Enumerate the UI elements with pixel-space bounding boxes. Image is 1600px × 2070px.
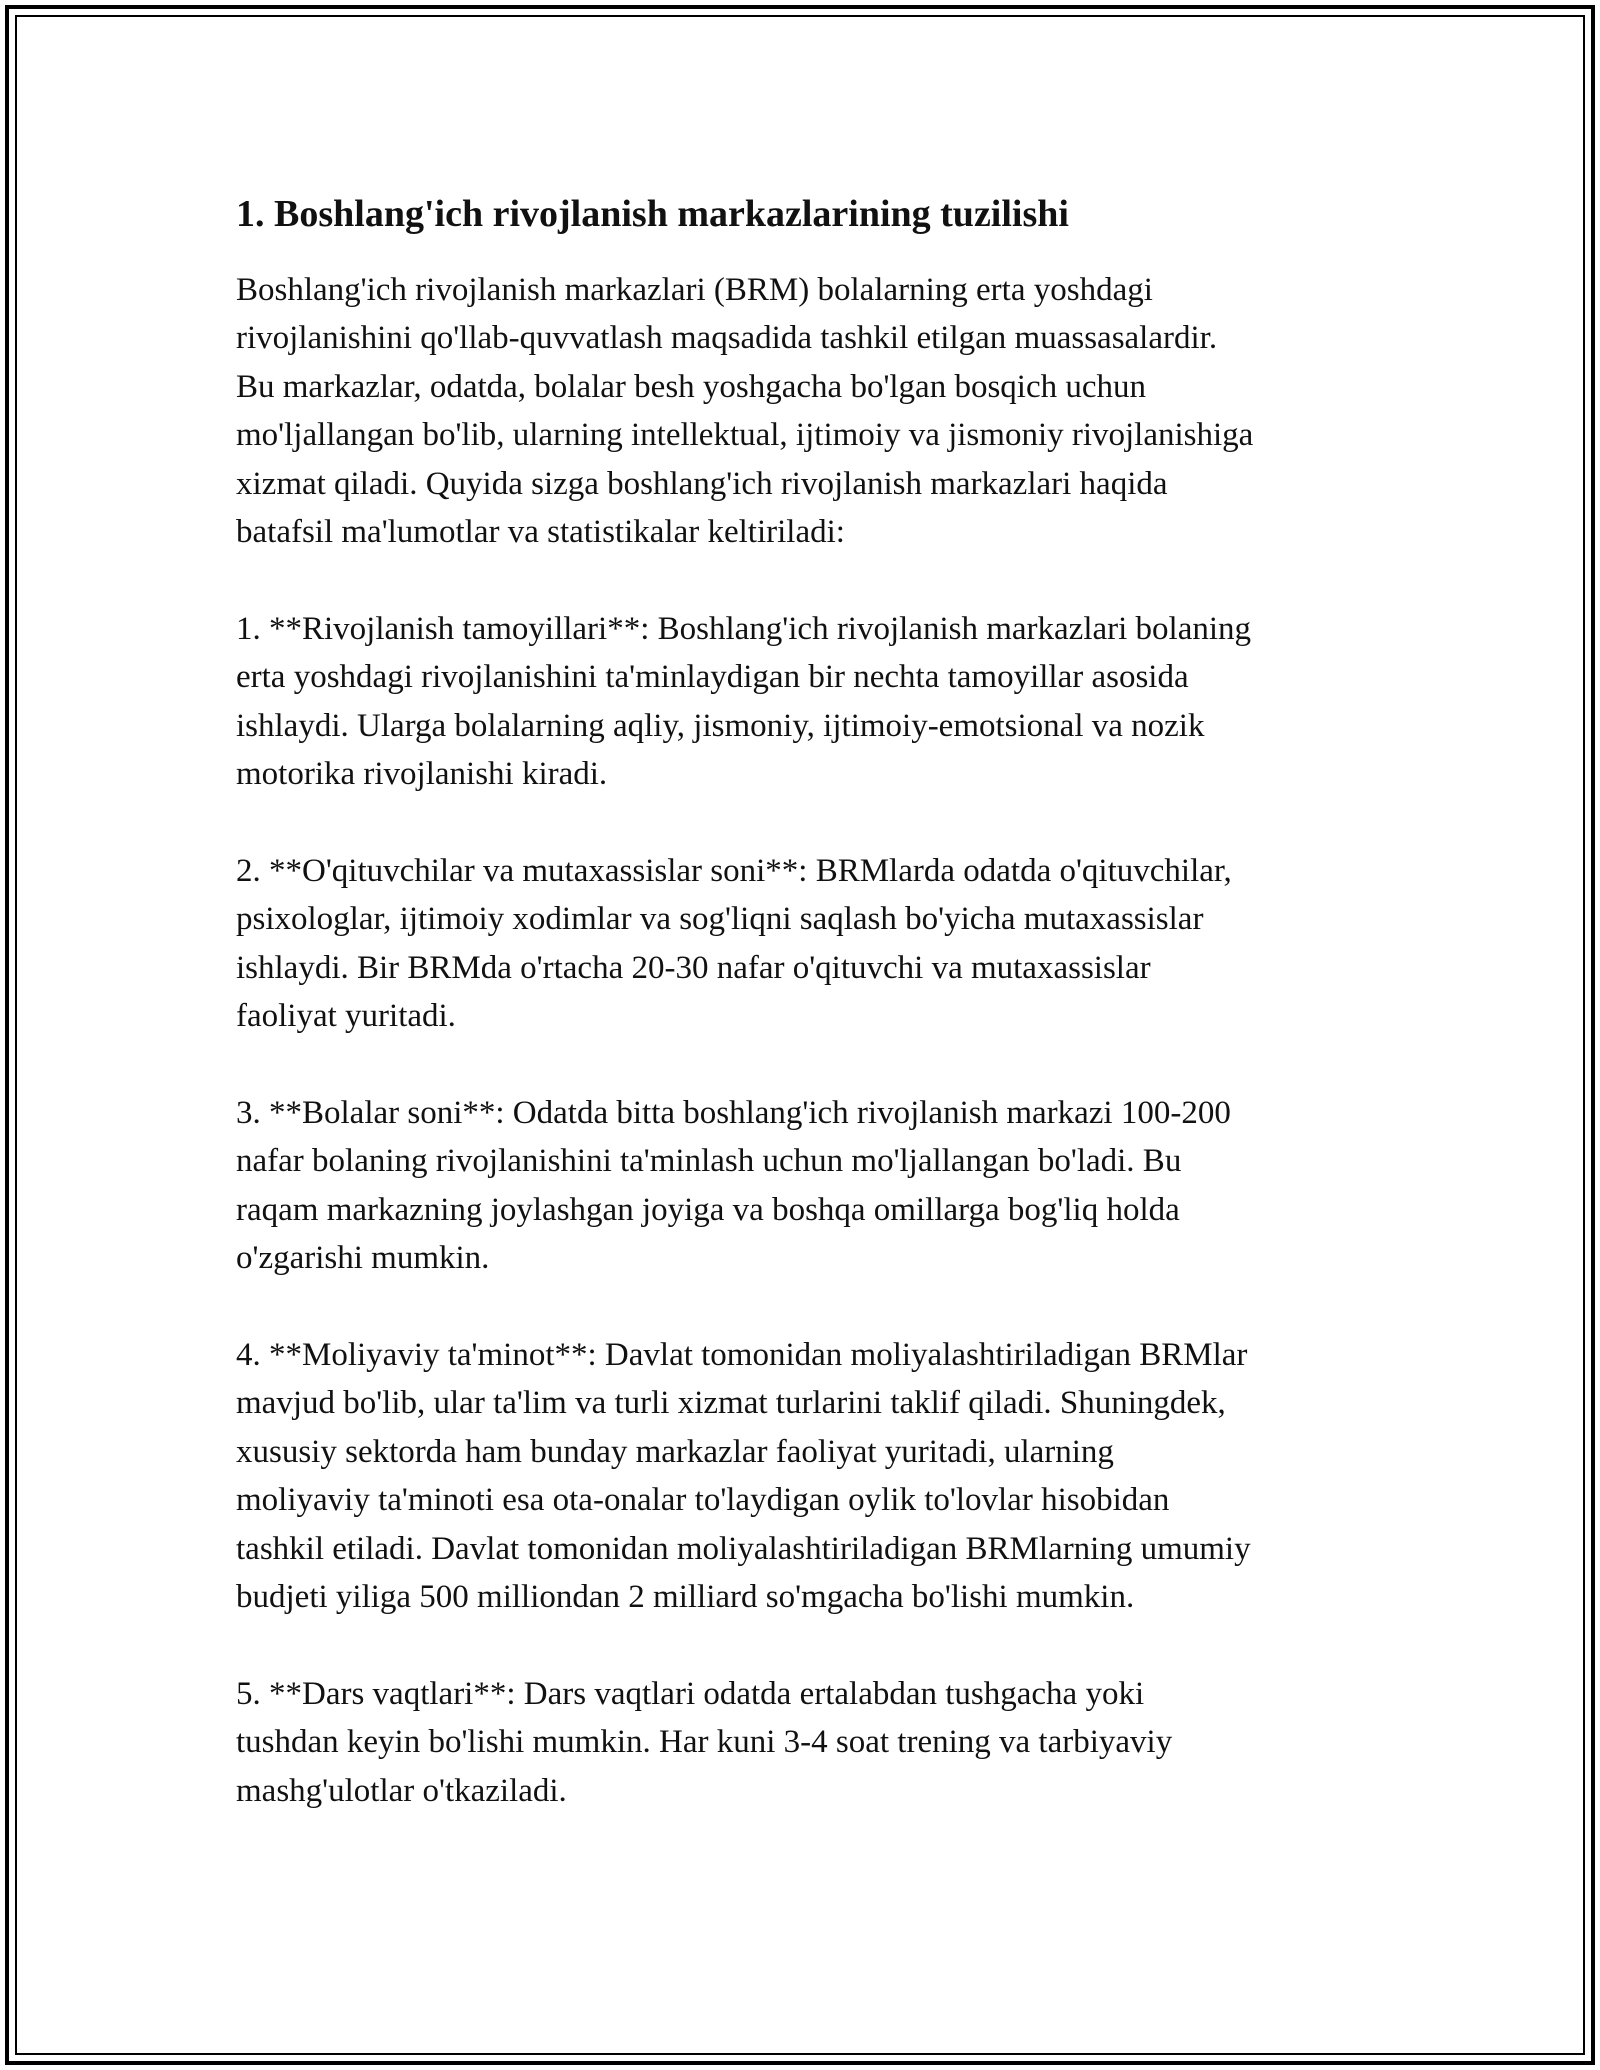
text-line: 2. **O'qituvchilar va mutaxassislar soni**: BRMlarda odatda o'qituvchilar, bbox=[236, 852, 1232, 889]
list-item-financing bbox=[236, 1331, 1376, 1621]
text-line: faoliyat yuritadi. bbox=[236, 998, 456, 1035]
text-line: ishlaydi. Bir BRMda o'rtacha 20-30 nafar o'qituvchi va mutaxassislar bbox=[236, 949, 1151, 986]
text-line: 4. **Moliyaviy ta'minot**: Davlat tomonidan moliyalashtiriladigan BRMlar bbox=[236, 1336, 1248, 1373]
list-item-staff-count bbox=[236, 847, 1376, 1041]
text-line: nafar bolaning rivojlanishini ta'minlash uchun mo'ljallangan bo'ladi. Bu bbox=[236, 1143, 1182, 1180]
text-line: tashkil etiladi. Davlat tomonidan moliyalashtiriladigan BRMlarning umumiy bbox=[236, 1530, 1251, 1567]
text-line: erta yoshdagi rivojlanishini ta'minlaydigan bir nechta tamoyillar asosida bbox=[236, 659, 1189, 696]
text-line: 3. **Bolalar soni**: Odatda bitta boshlang'ich rivojlanish markazi 100-200 bbox=[236, 1094, 1231, 1131]
text-line: o'zgarishi mumkin. bbox=[236, 1240, 490, 1277]
text-line: Bu markazlar, odatda, bolalar besh yoshgacha bo'lgan bosqich uchun bbox=[236, 368, 1147, 405]
section-title: 1. Boshlang'ich rivojlanish markazlarining tuzilishi bbox=[236, 193, 1069, 235]
text-line: 5. **Dars vaqtlari**: Dars vaqtlari odatda ertalabdan tushgacha yoki bbox=[236, 1675, 1145, 1712]
text-line: xususiy sektorda ham bunday markazlar faoliyat yuritadi, ularning bbox=[236, 1433, 1114, 1470]
text-line: budjeti yiliga 500 milliondan 2 milliard so'mgacha bo'lishi mumkin. bbox=[236, 1578, 1135, 1615]
text-line: xizmat qiladi. Quyida sizga boshlang'ich rivojlanish markazlari haqida bbox=[236, 465, 1168, 502]
document-body bbox=[236, 186, 1376, 1815]
list-item-class-hours bbox=[236, 1670, 1376, 1815]
text-line: psixologlar, ijtimoiy xodimlar va sog'liqni saqlash bo'yicha mutaxassislar bbox=[236, 901, 1204, 938]
intro-paragraph bbox=[236, 266, 1376, 556]
text-line: rivojlanishini qo'llab-quvvatlash maqsadida tashkil etilgan muassasalardir. bbox=[236, 320, 1218, 357]
text-line: mo'ljallangan bo'lib, ularning intellektual, ijtimoiy va jismoniy rivojlanishiga bbox=[236, 417, 1254, 454]
list-item-children-count bbox=[236, 1089, 1376, 1283]
text-line: Boshlang'ich rivojlanish markazlari (BRM) bolalarning erta yoshdagi bbox=[236, 272, 1153, 308]
text-line: tushdan keyin bo'lishi mumkin. Har kuni 3-4 soat trening va tarbiyaviy bbox=[236, 1724, 1173, 1761]
text-line: 1. **Rivojlanish tamoyillari**: Boshlang'ich rivojlanish markazlari bolaning bbox=[236, 610, 1252, 647]
list-item-development-principles bbox=[236, 605, 1376, 799]
text-line: mavjud bo'lib, ular ta'lim va turli xizmat turlarini taklif qiladi. Shuningdek, bbox=[236, 1385, 1226, 1422]
text-line: batafsil ma'lumotlar va statistikalar keltiriladi: bbox=[236, 514, 845, 551]
text-line: raqam markazning joylashgan joyiga va boshqa omillarga bog'liq holda bbox=[236, 1191, 1180, 1228]
text-line: ishlaydi. Ularga bolalarning aqliy, jismoniy, ijtimoiy-emotsional va nozik bbox=[236, 707, 1205, 744]
text-line: mashg'ulotlar o'tkaziladi. bbox=[236, 1772, 567, 1809]
text-line: moliyaviy ta'minoti esa ota-onalar to'laydigan oylik to'lovlar hisobidan bbox=[236, 1482, 1170, 1519]
text-line: motorika rivojlanishi kiradi. bbox=[236, 756, 608, 793]
